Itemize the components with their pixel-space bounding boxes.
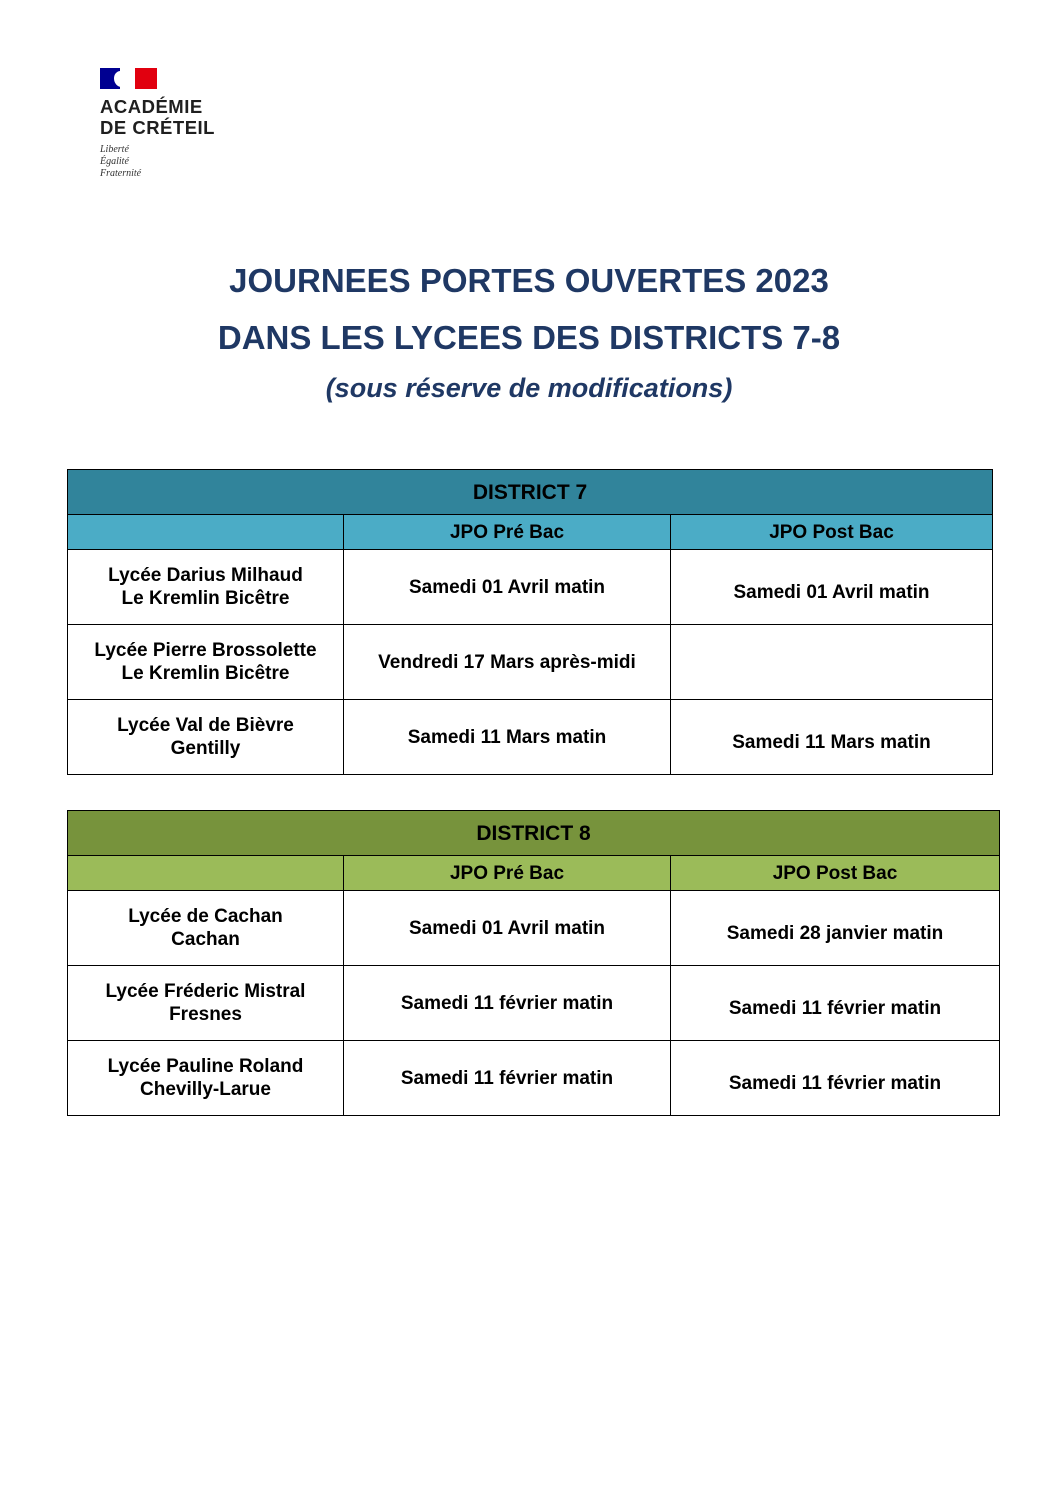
lycee-name: Lycée Val de Bièvre — [117, 715, 294, 736]
lycee-cell — [68, 966, 344, 1041]
table-row — [68, 550, 993, 625]
lycee-name: Lycée Pierre Brossolette — [94, 640, 317, 661]
page-title-line1: JOURNEES PORTES OUVERTES 2023 — [229, 261, 829, 300]
pre-bac-date: Samedi 01 Avril matin — [344, 550, 671, 625]
motto-fraternite: Fraternité — [100, 168, 142, 179]
post-bac-date: Samedi 28 janvier matin — [671, 891, 1000, 966]
motto-egalite: Égalité — [100, 156, 129, 167]
post-bac-date — [671, 625, 993, 700]
pre-bac-date: Samedi 11 février matin — [344, 1041, 671, 1116]
academie-name — [100, 96, 215, 138]
post-bac-date: Samedi 11 Mars matin — [671, 700, 993, 775]
lycee-name: Lycée Darius Milhaud — [108, 565, 303, 586]
lycee-city: Le Kremlin Bicêtre — [121, 588, 290, 609]
pre-bac-date: Samedi 01 Avril matin — [344, 891, 671, 966]
district8-col-pre: JPO Pré Bac — [344, 856, 671, 891]
page-subtitle: (sous réserve de modifications) — [325, 373, 733, 403]
table-row — [68, 625, 993, 700]
table-row — [68, 966, 1000, 1041]
pre-bac-date: Vendredi 17 Mars après-midi — [344, 625, 671, 700]
table-row — [68, 1041, 1000, 1116]
marianne-flag-icon — [100, 68, 157, 89]
lycee-cell — [68, 891, 344, 966]
district8-col-lycee — [68, 856, 344, 891]
page-title-line2: DANS LES LYCEES DES DISTRICTS 7-8 — [217, 319, 841, 356]
district7-header-row — [68, 470, 993, 515]
district7-table — [67, 469, 993, 775]
district8-col-post: JPO Post Bac — [671, 856, 1000, 891]
academie-line2: DE CRÉTEIL — [100, 117, 215, 138]
academie-logo — [100, 68, 215, 180]
republic-motto — [100, 144, 215, 180]
pre-bac-date: Samedi 11 février matin — [344, 966, 671, 1041]
lycee-cell — [68, 625, 344, 700]
lycee-city: Fresnes — [169, 1004, 242, 1025]
lycee-cell — [68, 1041, 344, 1116]
district7-column-headers — [68, 515, 993, 550]
pre-bac-date: Samedi 11 Mars matin — [344, 700, 671, 775]
post-bac-date: Samedi 11 février matin — [671, 966, 1000, 1041]
academie-line1: ACADÉMIE — [100, 96, 203, 117]
district7-col-lycee — [68, 515, 344, 550]
district8-table — [67, 810, 1000, 1116]
lycee-city: Gentilly — [170, 738, 241, 759]
lycee-cell — [68, 700, 344, 775]
lycee-name: Lycée Fréderic Mistral — [105, 981, 306, 1002]
lycee-name: Lycée de Cachan — [128, 906, 283, 927]
district8-heading: DISTRICT 8 — [68, 811, 1000, 856]
table-row — [68, 700, 993, 775]
district8-header-row — [68, 811, 1000, 856]
district7-col-pre: JPO Pré Bac — [344, 515, 671, 550]
post-bac-date: Samedi 11 février matin — [671, 1041, 1000, 1116]
motto-liberte: Liberté — [100, 144, 129, 155]
table-row — [68, 891, 1000, 966]
district7-heading: DISTRICT 7 — [68, 470, 993, 515]
lycee-cell — [68, 550, 344, 625]
district8-column-headers — [68, 856, 1000, 891]
lycee-city: Chevilly-Larue — [140, 1079, 271, 1100]
district7-col-post: JPO Post Bac — [671, 515, 993, 550]
lycee-name: Lycée Pauline Roland — [107, 1056, 304, 1077]
lycee-city: Cachan — [171, 929, 240, 950]
lycee-city: Le Kremlin Bicêtre — [121, 663, 290, 684]
post-bac-date: Samedi 01 Avril matin — [671, 550, 993, 625]
